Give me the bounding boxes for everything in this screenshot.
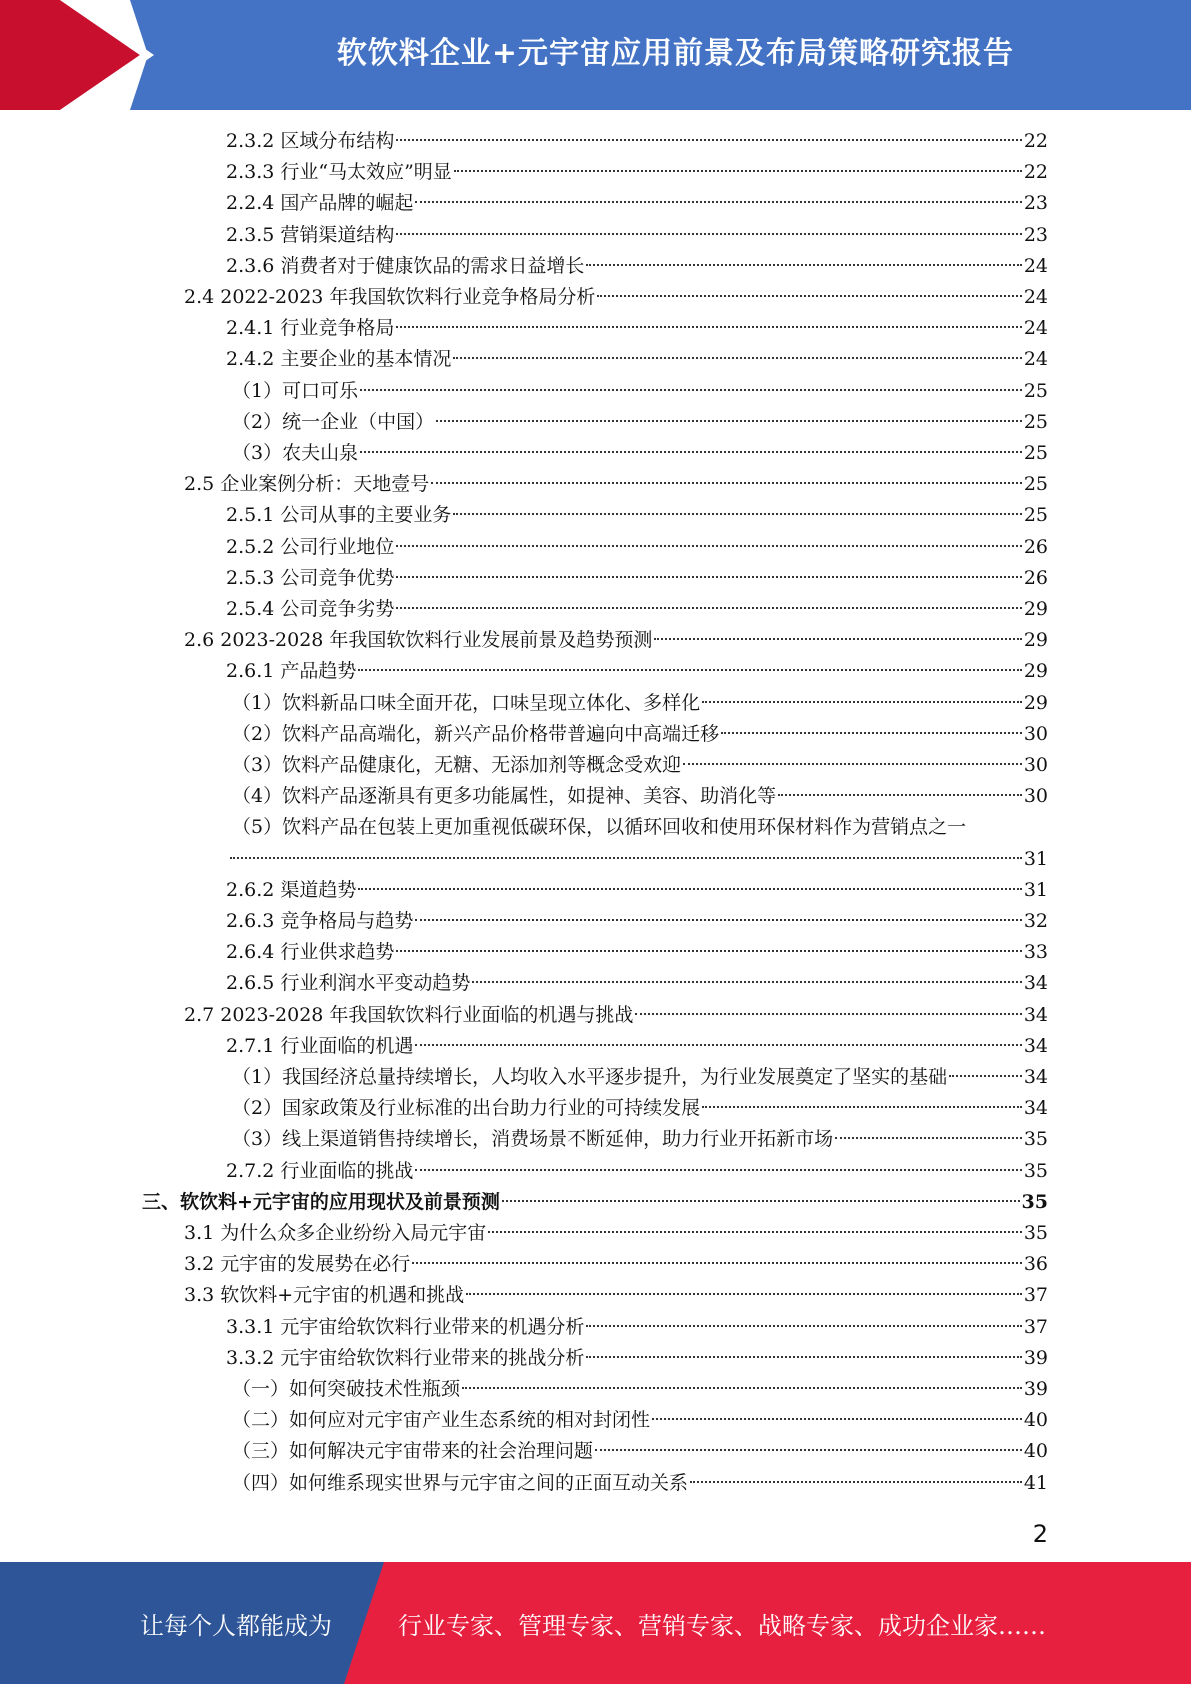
toc-entry[interactable] bbox=[226, 220, 1048, 251]
header-banner bbox=[0, 0, 1191, 110]
toc-entry-page: 22 bbox=[1023, 130, 1048, 152]
toc-entry-title: 2.3.3 行业“马太效应”明显 bbox=[226, 161, 452, 183]
toc-entry-page: 23 bbox=[1023, 224, 1048, 246]
toc-leader-dots bbox=[635, 1013, 1021, 1015]
toc-leader-dots bbox=[683, 763, 1022, 765]
toc-entry-title: 2.6.2 渠道趋势 bbox=[226, 879, 357, 901]
toc-entry[interactable] bbox=[228, 844, 1048, 875]
toc-entry-title: 2.5.1 公司从事的主要业务 bbox=[226, 504, 452, 526]
toc-entry-page: 37 bbox=[1023, 1316, 1048, 1338]
toc-entry[interactable] bbox=[184, 1218, 1048, 1249]
toc-entry[interactable] bbox=[226, 937, 1048, 968]
toc-entry[interactable] bbox=[226, 1156, 1048, 1187]
toc-entry-title: （三）如何解决元宇宙带来的社会治理问题 bbox=[232, 1440, 594, 1462]
toc-entry-title: 三、软饮料+元宇宙的应用现状及前景预测 bbox=[142, 1191, 500, 1213]
toc-entry-title: （3）农夫山泉 bbox=[232, 442, 359, 464]
toc-entry-page: 35 bbox=[1021, 1191, 1048, 1213]
toc-leader-dots bbox=[835, 1137, 1022, 1139]
toc-entry[interactable] bbox=[226, 344, 1048, 375]
toc-entry[interactable] bbox=[184, 625, 1048, 656]
toc-entry-title: 3.3.1 元宇宙给软饮料行业带来的机遇分析 bbox=[226, 1316, 585, 1338]
toc-entry-title: （2）饮料产品高端化，新兴产品价格带普遍向中高端迁移 bbox=[232, 723, 720, 745]
toc-entry-page: 35 bbox=[1023, 1222, 1048, 1244]
toc-leader-dots bbox=[436, 420, 1022, 422]
toc-entry-page: 34 bbox=[1023, 1066, 1048, 1088]
toc-leader-dots bbox=[415, 1044, 1021, 1046]
page-number: 2 bbox=[1032, 1520, 1048, 1548]
toc-entry[interactable] bbox=[226, 251, 1048, 282]
toc-entry-title: 3.3.2 元宇宙给软饮料行业带来的挑战分析 bbox=[226, 1347, 585, 1369]
toc-leader-dots bbox=[690, 1481, 1022, 1483]
toc-leader-dots bbox=[396, 576, 1021, 578]
toc-entry-title: （1）饮料新品口味全面开花，口味呈现立体化、多样化 bbox=[232, 692, 701, 714]
toc-entry-page: 25 bbox=[1023, 380, 1048, 402]
toc-entry[interactable] bbox=[232, 376, 1048, 407]
toc-entry-page: 24 bbox=[1023, 286, 1048, 308]
toc-entry-page: 24 bbox=[1023, 317, 1048, 339]
toc-entry-title: 2.6 2023-2028 年我国软饮料行业发展前景及趋势预测 bbox=[184, 629, 653, 651]
footer-banner bbox=[0, 1562, 1191, 1684]
toc-entry-title: 2.3.6 消费者对于健康饮品的需求日益增长 bbox=[226, 255, 585, 277]
toc-entry-page: 25 bbox=[1023, 504, 1048, 526]
toc-entry-title: 2.6.5 行业利润水平变动趋势 bbox=[226, 972, 471, 994]
toc-entry-title: （二）如何应对元宇宙产业生态系统的相对封闭性 bbox=[232, 1409, 651, 1431]
toc-entry-title: （3）线上渠道销售持续增长，消费场景不断延伸，助力行业开拓新市场 bbox=[232, 1128, 834, 1150]
toc-entry[interactable] bbox=[232, 1124, 1048, 1155]
toc-entry[interactable] bbox=[226, 126, 1048, 157]
toc-entry[interactable] bbox=[232, 1436, 1048, 1467]
toc-leader-dots bbox=[396, 233, 1021, 235]
toc-entry[interactable] bbox=[226, 532, 1048, 563]
toc-entry[interactable] bbox=[226, 968, 1048, 999]
toc-leader-dots bbox=[415, 919, 1021, 921]
toc-entry-page: 36 bbox=[1023, 1253, 1048, 1275]
toc-entry-page: 24 bbox=[1023, 348, 1048, 370]
toc-entry-page: 31 bbox=[1023, 879, 1048, 901]
toc-entry[interactable] bbox=[232, 1374, 1048, 1405]
toc-leader-dots bbox=[488, 1231, 1022, 1233]
footer-slogan-left: 让每个人都能成为 bbox=[140, 1611, 332, 1640]
toc-leader-dots bbox=[721, 732, 1022, 734]
toc-entry-title: 2.6.3 竞争格局与趋势 bbox=[226, 910, 414, 932]
toc-entry-page: 26 bbox=[1023, 567, 1048, 589]
toc-entry-page: 34 bbox=[1023, 972, 1048, 994]
toc-leader-dots bbox=[230, 857, 1022, 859]
toc-entry-title: 2.7.2 行业面临的挑战 bbox=[226, 1160, 414, 1182]
toc-entry[interactable] bbox=[226, 563, 1048, 594]
toc-leader-dots bbox=[462, 1387, 1022, 1389]
toc-leader-dots bbox=[586, 1356, 1021, 1358]
toc-entry[interactable] bbox=[232, 688, 1048, 719]
toc-leader-dots bbox=[415, 201, 1021, 203]
report-title: 软饮料企业+元宇宙应用前景及布局策略研究报告 bbox=[336, 36, 1015, 71]
toc-entry-page: 31 bbox=[1023, 848, 1048, 870]
toc-entry[interactable] bbox=[226, 157, 1048, 188]
toc-entry[interactable] bbox=[184, 1249, 1048, 1280]
toc-entry-title: 3.1 为什么众多企业纷纷入局元宇宙 bbox=[184, 1222, 487, 1244]
toc-leader-dots bbox=[358, 888, 1021, 890]
toc-entry-title: 2.4.1 行业竞争格局 bbox=[226, 317, 395, 339]
toc-entry-page: 22 bbox=[1023, 161, 1048, 183]
toc-entry-page: 33 bbox=[1023, 941, 1048, 963]
toc-entry-title: 3.3 软饮料+元宇宙的机遇和挑战 bbox=[184, 1284, 465, 1306]
toc-entry-page: 41 bbox=[1023, 1472, 1048, 1494]
toc-entry-page: 34 bbox=[1023, 1035, 1048, 1057]
toc-entry[interactable] bbox=[184, 1000, 1048, 1031]
toc-entry-page: 30 bbox=[1023, 723, 1048, 745]
toc-entry-title: 2.4.2 主要企业的基本情况 bbox=[226, 348, 452, 370]
toc-entry-page: 30 bbox=[1023, 785, 1048, 807]
toc-entry-title: 2.7.1 行业面临的机遇 bbox=[226, 1035, 414, 1057]
toc-entry-title: （4）饮料产品逐渐具有更多功能属性，如提神、美容、助消化等 bbox=[232, 785, 777, 807]
toc-entry[interactable] bbox=[232, 438, 1048, 469]
toc-leader-dots bbox=[652, 1418, 1022, 1420]
toc-entry-page: 23 bbox=[1023, 192, 1048, 214]
toc-entry-page: 24 bbox=[1023, 255, 1048, 277]
toc-entry-page: 32 bbox=[1023, 910, 1048, 932]
toc-entry-page: 26 bbox=[1023, 536, 1048, 558]
toc-leader-dots bbox=[502, 1200, 1020, 1202]
toc-entry[interactable] bbox=[232, 750, 1048, 781]
toc-entry-title: 3.2 元宇宙的发展势在必行 bbox=[184, 1253, 411, 1275]
toc-entry-title: （3）饮料产品健康化，无糖、无添加剂等概念受欢迎 bbox=[232, 754, 682, 776]
toc-entry-title: 2.6.1 产品趋势 bbox=[226, 660, 357, 682]
toc-entry-title: （1）我国经济总量持续增长，人均收入水平逐步提升，为行业发展奠定了坚实的基础 bbox=[232, 1066, 948, 1088]
toc-entry-title: （2）国家政策及行业标准的出台助力行业的可持续发展 bbox=[232, 1097, 701, 1119]
toc-entry-page: 29 bbox=[1023, 692, 1048, 714]
toc-leader-dots bbox=[396, 950, 1021, 952]
toc-leader-dots bbox=[586, 1325, 1021, 1327]
toc-leader-dots bbox=[412, 1262, 1022, 1264]
toc-entry[interactable] bbox=[232, 719, 1048, 750]
toc-leader-dots bbox=[431, 482, 1022, 484]
toc-entry-page: 25 bbox=[1023, 442, 1048, 464]
toc-entry-page: 29 bbox=[1023, 629, 1048, 651]
toc-leader-dots bbox=[466, 1293, 1022, 1295]
toc-entry[interactable] bbox=[232, 1093, 1048, 1124]
toc-entry-page: 40 bbox=[1023, 1440, 1048, 1462]
toc-entry-page: 37 bbox=[1023, 1284, 1048, 1306]
toc-entry-title: 2.7 2023-2028 年我国软饮料行业面临的机遇与挑战 bbox=[184, 1004, 634, 1026]
toc-entry[interactable] bbox=[226, 656, 1048, 687]
toc-leader-dots bbox=[702, 1106, 1022, 1108]
toc-entry-title: 2.5 企业案例分析：天地壹号 bbox=[184, 473, 430, 495]
toc-entry-page: 34 bbox=[1023, 1004, 1048, 1026]
toc-entry[interactable] bbox=[226, 594, 1048, 625]
toc-entry-text[interactable]: （5）饮料产品在包装上更加重视低碳环保，以循环回收和使用环保材料作为营销点之一 bbox=[232, 816, 967, 838]
toc-leader-dots bbox=[778, 794, 1022, 796]
toc-entry-title: 2.2.4 国产品牌的崛起 bbox=[226, 192, 414, 214]
toc-entry-title: （2）统一企业（中国） bbox=[232, 411, 435, 433]
toc-leader-dots bbox=[702, 701, 1022, 703]
toc-entry-page: 39 bbox=[1023, 1347, 1048, 1369]
toc-entry-page: 35 bbox=[1023, 1128, 1048, 1150]
toc-entry-title: 2.6.4 行业供求趋势 bbox=[226, 941, 395, 963]
toc-leader-dots bbox=[453, 357, 1021, 359]
footer-slogan-right: 行业专家、管理专家、营销专家、战略专家、成功企业家…… bbox=[398, 1611, 1046, 1640]
toc-leader-dots bbox=[595, 1449, 1022, 1451]
toc-entry-page: 34 bbox=[1023, 1097, 1048, 1119]
toc-entry-page: 30 bbox=[1023, 754, 1048, 776]
toc-entry[interactable] bbox=[226, 906, 1048, 937]
toc-leader-dots bbox=[396, 326, 1021, 328]
toc-entry[interactable] bbox=[232, 407, 1048, 438]
toc-leader-dots bbox=[396, 545, 1021, 547]
toc-entry[interactable] bbox=[226, 1312, 1048, 1343]
toc-entry[interactable] bbox=[142, 1187, 1048, 1218]
toc-leader-dots bbox=[654, 638, 1021, 640]
toc-leader-dots bbox=[358, 669, 1021, 671]
toc-leader-dots bbox=[415, 1169, 1021, 1171]
toc-entry-page: 39 bbox=[1023, 1378, 1048, 1400]
toc-entry-page: 40 bbox=[1023, 1409, 1048, 1431]
toc-entry-title: 2.3.5 营销渠道结构 bbox=[226, 224, 395, 246]
toc-entry[interactable] bbox=[226, 1031, 1048, 1062]
toc-leader-dots bbox=[453, 513, 1021, 515]
toc-leader-dots bbox=[454, 170, 1022, 172]
toc-leader-dots bbox=[360, 389, 1022, 391]
toc-entry[interactable] bbox=[226, 1343, 1048, 1374]
toc-leader-dots bbox=[396, 139, 1021, 141]
toc-entry-title: 2.4 2022-2023 年我国软饮料行业竞争格局分析 bbox=[184, 286, 596, 308]
toc-leader-dots bbox=[586, 264, 1021, 266]
toc-leader-dots bbox=[949, 1075, 1022, 1077]
toc-entry[interactable] bbox=[232, 781, 1048, 812]
toc-entry-title: 2.5.4 公司竞争劣势 bbox=[226, 598, 395, 620]
toc-leader-dots bbox=[597, 295, 1021, 297]
toc-entry-page: 29 bbox=[1023, 598, 1048, 620]
toc-entry-page: 35 bbox=[1023, 1160, 1048, 1182]
toc-entry[interactable] bbox=[184, 469, 1048, 500]
toc-entry[interactable] bbox=[226, 500, 1048, 531]
toc-entry[interactable] bbox=[226, 188, 1048, 219]
toc-entry-page: 25 bbox=[1023, 473, 1048, 495]
toc-leader-dots bbox=[396, 607, 1021, 609]
toc-entry-title: 2.5.3 公司竞争优势 bbox=[226, 567, 395, 589]
toc-entry-page: 29 bbox=[1023, 660, 1048, 682]
toc-entry-page: 25 bbox=[1023, 411, 1048, 433]
toc-entry[interactable] bbox=[232, 1405, 1048, 1436]
toc-entry[interactable] bbox=[232, 1062, 1048, 1093]
toc-entry-title: 2.5.2 公司行业地位 bbox=[226, 536, 395, 558]
toc-entry[interactable] bbox=[226, 313, 1048, 344]
toc-entry[interactable] bbox=[184, 282, 1048, 313]
toc-entry-title: （1）可口可乐 bbox=[232, 380, 359, 402]
toc-leader-dots bbox=[360, 451, 1022, 453]
toc-entry-title: （一）如何突破技术性瓶颈 bbox=[232, 1378, 461, 1400]
toc-entry[interactable] bbox=[184, 1280, 1048, 1311]
toc-entry-title: （四）如何维系现实世界与元宇宙之间的正面互动关系 bbox=[232, 1472, 689, 1494]
toc-leader-dots bbox=[472, 981, 1021, 983]
toc-entry[interactable] bbox=[226, 875, 1048, 906]
toc-entry[interactable] bbox=[232, 1468, 1048, 1499]
toc-entry-title: 2.3.2 区域分布结构 bbox=[226, 130, 395, 152]
